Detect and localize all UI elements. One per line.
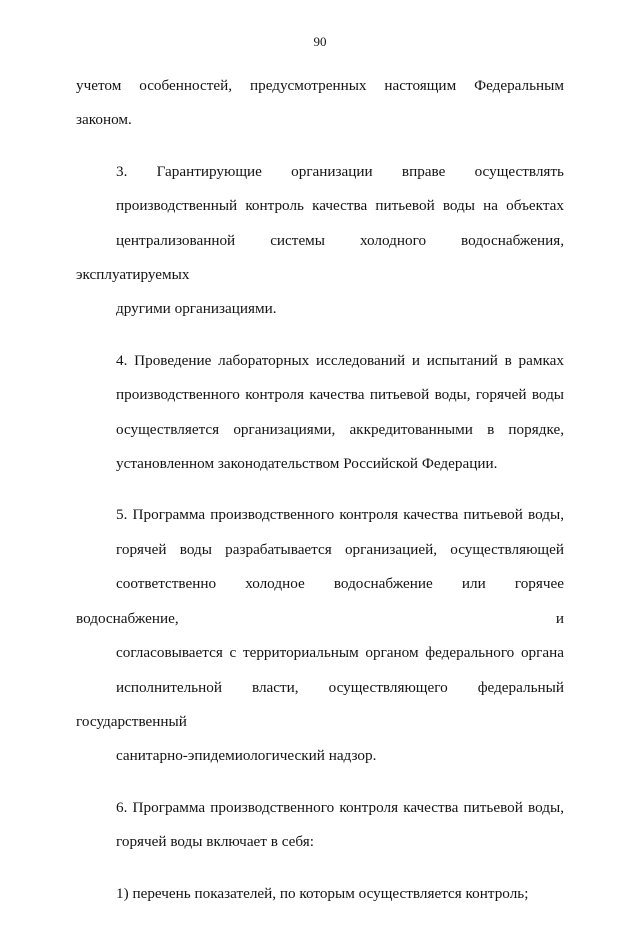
paragraph-continuation <box>76 69 564 138</box>
text-line: горячей воды включает в себя: <box>116 833 314 851</box>
document-body <box>76 69 564 928</box>
text-line: законом. <box>76 111 132 129</box>
paragraph-item-3 <box>76 155 564 327</box>
paragraph-item-6 <box>76 791 564 860</box>
page-number: 90 <box>313 34 327 49</box>
text-line: 1) перечень показателей, по которым осуществляется контроль; <box>116 884 529 902</box>
text-line: исполнительной власти, осуществляющего федеральный государственный <box>76 678 564 730</box>
list-item-1 <box>76 877 564 911</box>
text-line: производственного контроля качества питьевой воды, горячей воды <box>116 386 564 404</box>
text-line: установленном законодательством Российской Федерации. <box>116 455 498 473</box>
text-line: 4. Проведение лабораторных исследований и испытаний в рамках <box>116 351 564 369</box>
text-line: учетом особенностей, предусмотренных настоящим Федеральным <box>76 77 564 94</box>
text-line: 3. Гарантирующие организации вправе осуществлять <box>116 162 564 180</box>
paragraph-item-4 <box>76 344 564 482</box>
text-line: осуществляется организациями, аккредитованными в порядке, <box>116 420 564 438</box>
text-line: горячей воды разрабатывается организацией, осуществляющей <box>116 540 564 558</box>
text-line: соответственно холодное водоснабжение или горячее водоснабжение, и <box>76 575 564 627</box>
paragraph-item-5 <box>76 498 564 773</box>
text-line: согласовывается с территориальным органом федерального органа <box>116 644 564 662</box>
text-line: другими организациями. <box>116 300 277 318</box>
text-line: санитарно-эпидемиологический надзор. <box>116 747 377 765</box>
text-line: производственный контроль качества питьевой воды на объектах <box>116 197 564 215</box>
text-line: 6. Программа производственного контроля качества питьевой воды, <box>116 798 564 816</box>
text-line: 5. Программа производственного контроля качества питьевой воды, <box>116 506 564 524</box>
text-line: централизованной системы холодного водоснабжения, эксплуатируемых <box>76 231 564 284</box>
